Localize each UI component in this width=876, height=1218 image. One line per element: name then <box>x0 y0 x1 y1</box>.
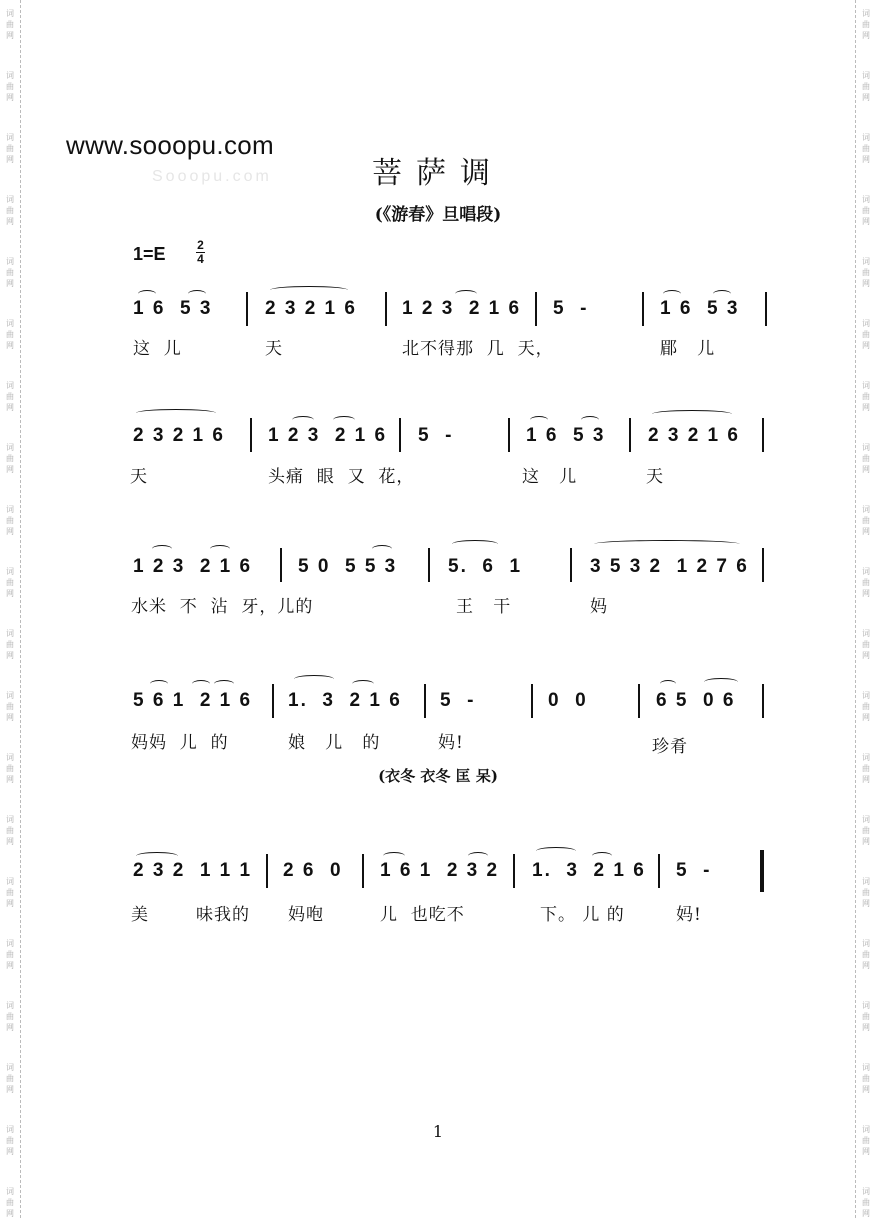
measure-notes: 5 0 5 5 3 <box>298 556 398 577</box>
bar-line <box>246 292 248 326</box>
bar-line <box>399 418 401 452</box>
lyric-text: 妈咆 <box>288 905 324 925</box>
measure-notes: 1 6 5 3 <box>660 298 740 319</box>
side-watermark: 词 曲 网 <box>6 815 14 846</box>
time-numerator: 2 <box>197 238 204 252</box>
page-number: 1 <box>432 1122 444 1141</box>
slur <box>192 680 210 688</box>
lyric-text: 这 儿 <box>133 339 182 359</box>
measure-notes: 1 2 3 2 1 6 <box>268 425 388 446</box>
slur <box>136 852 178 860</box>
side-watermark: 词 曲 网 <box>6 1063 14 1094</box>
side-watermark: 词 曲 网 <box>862 319 870 350</box>
bar-line <box>280 548 282 582</box>
lyric-text: 妈 <box>590 597 608 617</box>
bar-line <box>266 854 268 888</box>
lyric-text: 妈妈 儿 的 <box>131 733 229 753</box>
bar-line <box>428 548 430 582</box>
side-watermark: 词 曲 网 <box>862 629 870 660</box>
slur <box>455 290 477 298</box>
bar-line <box>362 854 364 888</box>
side-watermark: 词 曲 网 <box>6 9 14 40</box>
time-denominator: 4 <box>197 252 204 266</box>
measure-notes: 2 3 2 1 1 1 <box>133 860 253 881</box>
side-watermark: 词 曲 网 <box>862 133 870 164</box>
slur <box>452 540 498 548</box>
side-watermark: 词 曲 网 <box>862 567 870 598</box>
lyric-text: 郿 儿 <box>660 339 716 359</box>
measure-notes: 5. 6 1 <box>448 556 523 577</box>
side-watermark: 词 曲 网 <box>6 319 14 350</box>
side-watermark: 词 曲 网 <box>6 753 14 784</box>
bar-line <box>762 684 764 718</box>
side-watermark: 词 曲 网 <box>6 1125 14 1156</box>
bar-line <box>513 854 515 888</box>
side-watermark: 词 曲 网 <box>862 257 870 288</box>
side-watermark: 词 曲 网 <box>6 567 14 598</box>
bar-line <box>272 684 274 718</box>
side-watermark: 词 曲 网 <box>6 381 14 412</box>
song-subtitle: (《游春》旦唱段) <box>374 205 502 225</box>
lyric-text: 妈! <box>676 905 702 925</box>
slur <box>152 545 172 553</box>
slur <box>372 545 392 553</box>
measure-notes: 6 5 0 6 <box>656 690 736 711</box>
side-watermark: 词 曲 网 <box>862 691 870 722</box>
measure-notes: 1. 3 2 1 6 <box>288 690 402 711</box>
side-watermark: 词 曲 网 <box>6 691 14 722</box>
side-watermark: 词 曲 网 <box>862 505 870 536</box>
slur <box>652 410 732 418</box>
key-signature: 1=E <box>133 244 166 264</box>
side-watermark: 词 曲 网 <box>862 939 870 970</box>
measure-notes: 1 2 3 2 1 6 <box>133 556 253 577</box>
measure-notes: 1 6 5 3 <box>526 425 606 446</box>
side-watermark: 词 曲 网 <box>862 443 870 474</box>
lyric-text: 天 <box>646 467 664 487</box>
measure-notes: 2 6 0 <box>283 860 343 881</box>
lyric-text: 天 <box>265 339 283 359</box>
slur <box>383 852 405 860</box>
slur <box>660 680 676 688</box>
bar-line <box>424 684 426 718</box>
lyric-text: 水米 不 沾 牙，儿的 <box>131 597 314 617</box>
measure-notes: 5 - <box>418 425 454 446</box>
slur <box>704 678 738 686</box>
side-watermark: 词 曲 网 <box>6 1187 14 1218</box>
slur <box>530 416 548 424</box>
bar-line <box>762 548 764 582</box>
bar-line <box>250 418 252 452</box>
bar-line <box>535 292 537 326</box>
slur <box>536 847 576 855</box>
bar-line <box>531 684 533 718</box>
lyric-text: 天 <box>130 467 148 487</box>
slur <box>352 680 374 688</box>
measure-notes: 5 6 1 2 1 6 <box>133 690 253 711</box>
site-url[interactable]: www.sooopu.com <box>66 130 274 160</box>
site-watermark-shadow: Sooopu.com <box>152 168 272 185</box>
side-watermark: 词 曲 网 <box>6 1001 14 1032</box>
lyric-text: 这 儿 <box>522 467 578 487</box>
slur <box>214 680 234 688</box>
lyric-text: 珍肴 <box>652 737 688 757</box>
slur <box>292 416 314 424</box>
song-title: 菩萨调 <box>372 156 504 191</box>
slur <box>136 409 216 417</box>
side-watermark: 词 曲 网 <box>6 877 14 908</box>
slur <box>210 545 230 553</box>
bar-line <box>638 684 640 718</box>
side-watermark: 词 曲 网 <box>862 1001 870 1032</box>
side-watermark: 词 曲 网 <box>6 939 14 970</box>
measure-notes: 2 3 2 1 6 <box>265 298 357 319</box>
measure-notes: 5 - <box>553 298 589 319</box>
time-signature <box>196 240 205 265</box>
slur <box>594 540 740 548</box>
side-watermark: 词 曲 网 <box>6 71 14 102</box>
percussion-note: (衣冬 衣冬 匡 呆) <box>378 767 498 785</box>
side-watermark: 词 曲 网 <box>6 629 14 660</box>
side-watermark: 词 曲 网 <box>862 381 870 412</box>
bar-line <box>570 548 572 582</box>
slur <box>468 852 488 860</box>
bar-line <box>765 292 767 326</box>
measure-notes: 1 6 5 3 <box>133 298 213 319</box>
side-watermark: 词 曲 网 <box>862 1063 870 1094</box>
bar-line <box>762 418 764 452</box>
lyric-text: 王 干 <box>456 597 512 617</box>
measure-notes: 5 - <box>440 690 476 711</box>
slur <box>581 416 599 424</box>
bar-line <box>658 854 660 888</box>
lyric-text: 儿 也吃不 <box>380 905 465 925</box>
side-watermark: 词 曲 网 <box>862 195 870 226</box>
bar-line <box>508 418 510 452</box>
side-watermark: 词 曲 网 <box>862 877 870 908</box>
lyric-text: 头痛 眼 又 花， <box>268 467 415 487</box>
side-watermark: 词 曲 网 <box>862 815 870 846</box>
lyric-text: 妈! <box>438 733 464 753</box>
bar-line <box>642 292 644 326</box>
final-bar-line <box>760 850 764 892</box>
slur <box>663 290 681 298</box>
side-watermark: 词 曲 网 <box>6 443 14 474</box>
slur <box>294 675 334 683</box>
lyric-text: 美 <box>131 905 149 925</box>
measure-notes: 3 5 3 2 1 2 7 6 <box>590 556 749 577</box>
side-watermark: 词 曲 网 <box>862 753 870 784</box>
side-watermark: 词 曲 网 <box>862 9 870 40</box>
side-watermark: 词 曲 网 <box>862 1125 870 1156</box>
measure-notes: 1 2 3 2 1 6 <box>402 298 522 319</box>
measure-notes: 1. 3 2 1 6 <box>532 860 646 881</box>
measure-notes: 2 3 2 1 6 <box>648 425 740 446</box>
slur <box>150 680 168 688</box>
lyric-text: 娘 儿 的 <box>288 733 381 753</box>
side-watermark: 词 曲 网 <box>6 257 14 288</box>
side-watermark: 词 曲 网 <box>862 1187 870 1218</box>
slur <box>592 852 612 860</box>
measure-notes: 2 3 2 1 6 <box>133 425 225 446</box>
lyric-text: 下。 儿 的 <box>540 905 625 925</box>
lyric-text: 味我的 <box>196 905 250 925</box>
slur <box>188 290 206 298</box>
lyric-text: 北不得那 几 天， <box>402 339 554 359</box>
measure-notes: 1 6 1 2 3 2 <box>380 860 500 881</box>
measure-notes: 0 0 <box>548 690 588 711</box>
bar-line <box>385 292 387 326</box>
measure-notes: 5 - <box>676 860 712 881</box>
side-watermark: 词 曲 网 <box>6 505 14 536</box>
slur <box>713 290 731 298</box>
slur <box>333 416 355 424</box>
side-watermark: 词 曲 网 <box>862 71 870 102</box>
bar-line <box>629 418 631 452</box>
side-watermark: 词 曲 网 <box>6 133 14 164</box>
slur <box>270 286 348 294</box>
side-watermark: 词 曲 网 <box>6 195 14 226</box>
slur <box>138 290 156 298</box>
